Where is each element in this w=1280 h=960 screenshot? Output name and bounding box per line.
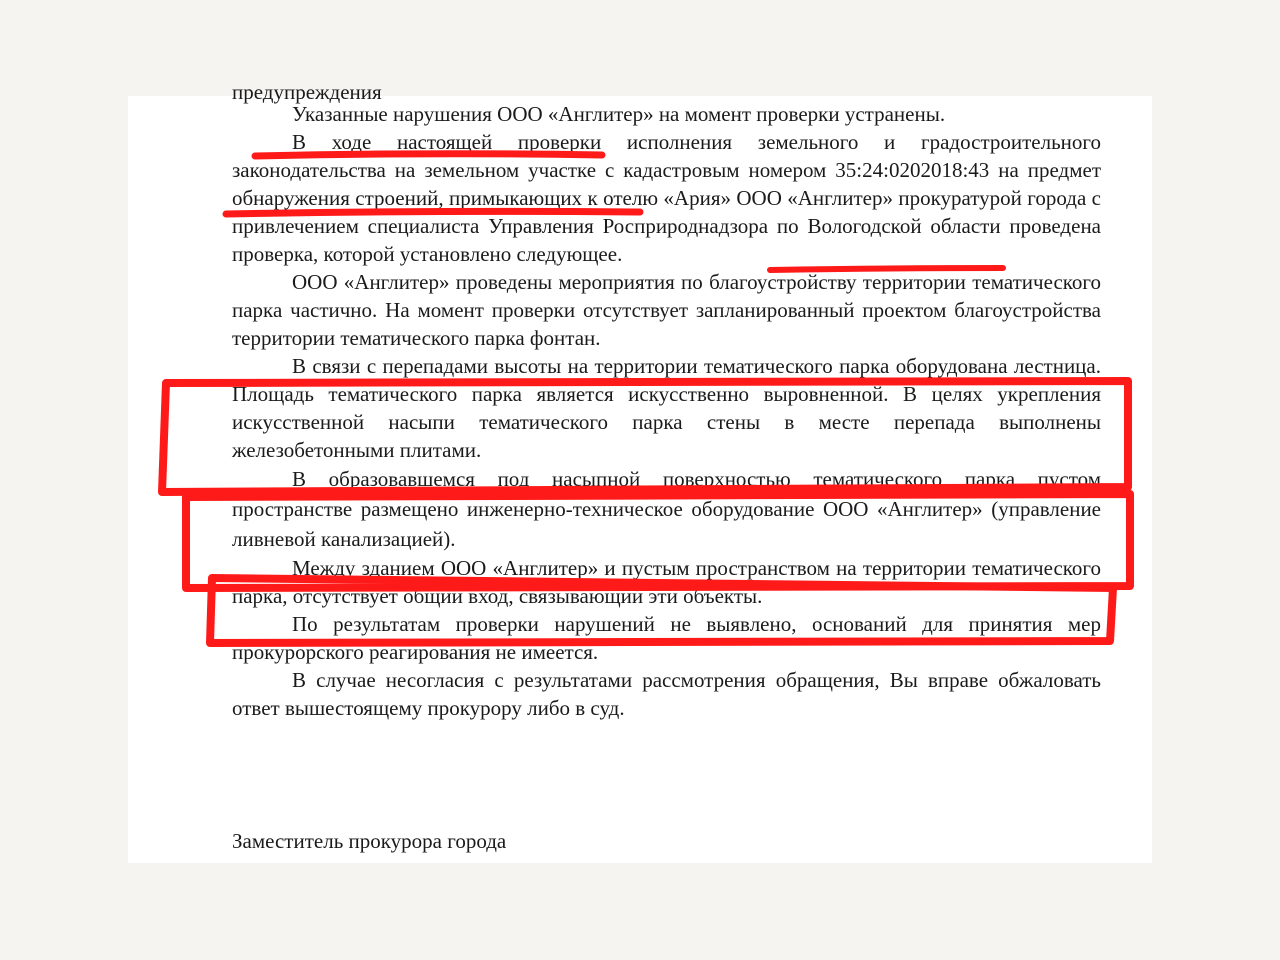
- paragraph-appeal: В случае несогласия с результатами рассмотрения обращения, Вы вправе обжаловать ответ вышестоящему прокурору либо в суд.: [232, 668, 1101, 720]
- paragraph-no-entrance: Между зданием ООО «Англитер» и пустым пространством на территории тематического парка, отсутствует общий вход, связывающий эти объекты.: [232, 556, 1101, 608]
- paragraph-no-violations: По результатам проверки нарушений не выявлено, оснований для принятия мер прокурорского реагирования не имеется.: [232, 612, 1101, 664]
- signature-line: Заместитель прокурора города: [232, 829, 507, 853]
- document-page: [128, 80, 1152, 863]
- paragraph-staircase: В связи с перепадами высоты на территории тематического парка оборудована лестница. Площадь тематического парка является искусственно выровненной. В целях укрепления искусственной насыпи тематического парка стены в месте перепада выполнены железобетонными плитами.: [232, 354, 1101, 462]
- document-body: [232, 96, 1101, 722]
- paragraph-violations-fixed: Указанные нарушения ООО «Англитер» на момент проверки устранены.: [292, 102, 946, 126]
- cut-off-text-line: предупреждения: [232, 80, 382, 104]
- paragraph-park-improvement: ООО «Англитер» проведены мероприятия по благоустройству территории тематического парка частично. На момент проверки отсутствует запланированный проектом благоустройства территории тематического парка фонтан.: [232, 270, 1101, 350]
- paragraph-inspection-intro: В ходе настоящей проверки исполнения земельного и градостроительного законодательства на земельном участке с кадастровым номером 35:24:0202018:43 на предмет обнаружения строений, примыкающих к отелю «Ария» ООО «Англитер» прокуратурой города с привлечением специалиста Управления Росприроднадзора по Вологодской области проведена проверка, которой установлено следующее.: [232, 130, 1101, 266]
- paragraph-equipment: В образовавшемся под насыпной поверхностью тематического парка пустом пространстве размещено инженерно-техническое оборудование ООО «Англитер» (управление ливневой канализацией).: [232, 467, 1101, 551]
